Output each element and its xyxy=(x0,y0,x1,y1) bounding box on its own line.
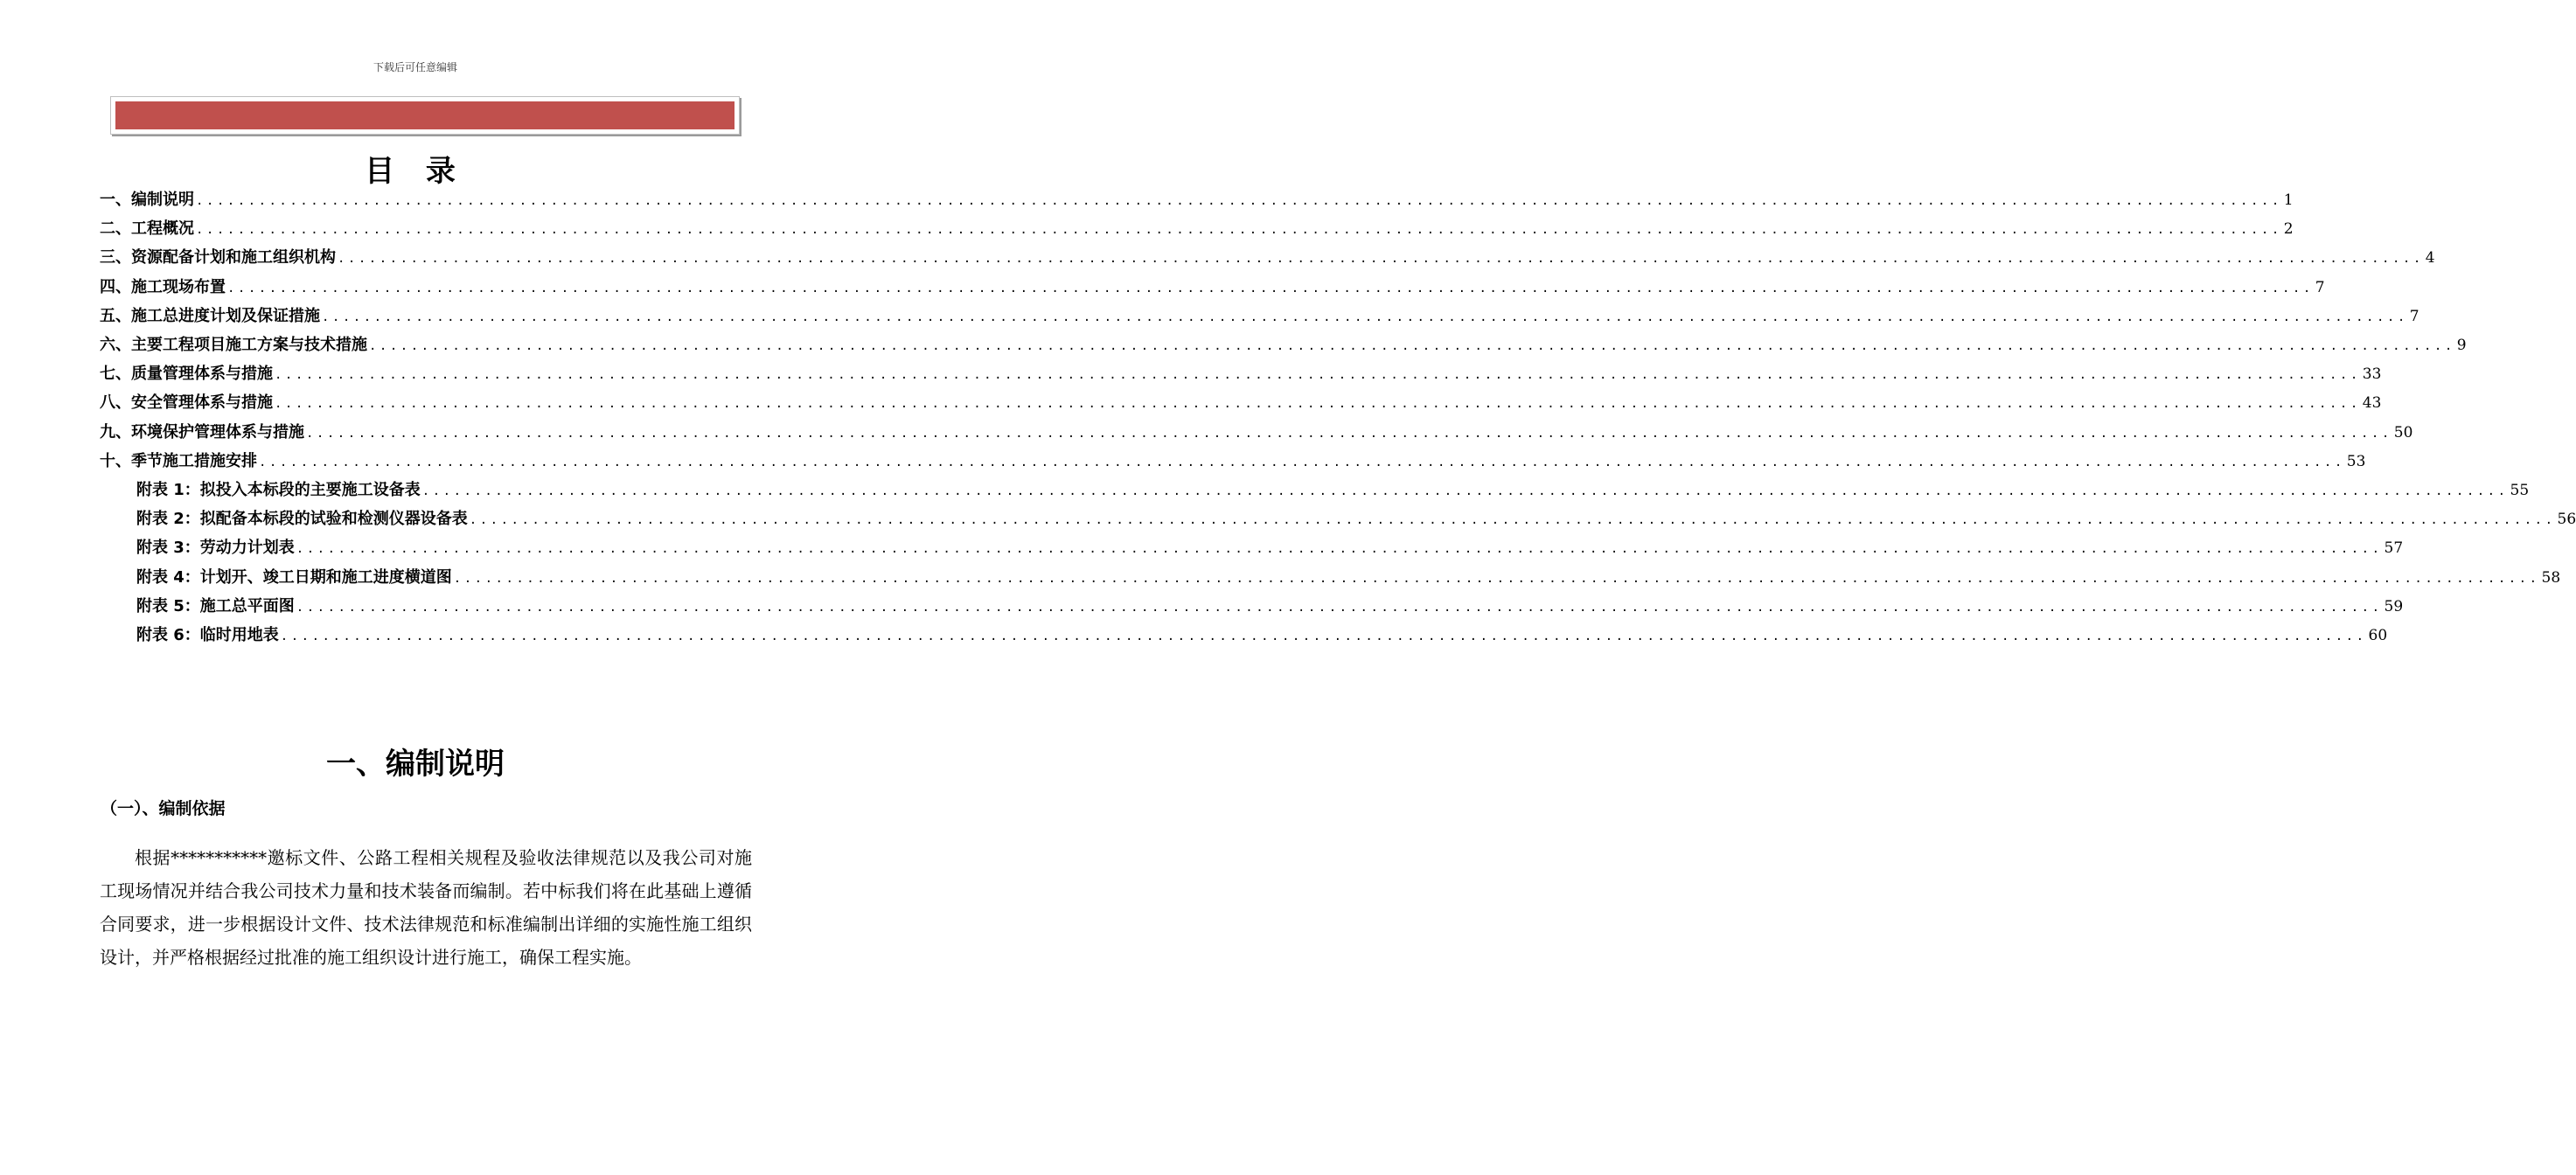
toc-entry-page: 2 xyxy=(2283,220,2294,239)
toc-entry[interactable] xyxy=(136,595,2404,618)
toc-entry-label: 五、施工总进度计划及保证措施 xyxy=(100,306,320,325)
toc-entry-page: 43 xyxy=(2362,394,2382,413)
toc-entry-label: 附表 6：临时用地表 xyxy=(136,626,279,644)
toc-entry[interactable] xyxy=(136,479,2530,502)
toc-entry-page: 1 xyxy=(2283,191,2294,209)
toc-entry-page: 55 xyxy=(2510,482,2530,499)
toc-entry-label: 二、工程概况 xyxy=(100,219,194,239)
toc-entry[interactable] xyxy=(100,247,2435,269)
toc-entry[interactable] xyxy=(136,537,2404,560)
toc-leader-dots: ........................................................................................................................................................................................................ xyxy=(275,368,2361,383)
toc-entry-page: 4 xyxy=(2425,249,2435,268)
toc-entry[interactable] xyxy=(100,218,2294,240)
toc-entry[interactable] xyxy=(100,334,2467,357)
toc-entry-page: 33 xyxy=(2362,365,2382,384)
toc-entry[interactable] xyxy=(136,567,2561,589)
toc-entry-page: 58 xyxy=(2541,568,2561,587)
subsection-title: （一）、编制依据 xyxy=(101,799,226,818)
toc-title: 目 录 xyxy=(365,154,466,189)
toc-leader-dots: ........................................................................................................................................................................................................ xyxy=(259,455,2345,469)
toc-entry-page: 7 xyxy=(2315,278,2325,296)
toc-entry[interactable] xyxy=(100,189,2294,212)
toc-leader-dots: ........................................................................................................................................................................................................ xyxy=(338,252,2424,267)
toc-entry[interactable] xyxy=(136,624,2388,647)
toc-entry[interactable] xyxy=(100,392,2382,414)
toc-leader-dots: ........................................................................................................................................................................................................ xyxy=(196,223,2282,238)
toc-leader-dots: ........................................................................................................................................................................................................ xyxy=(296,542,2383,557)
header-note: 下载后可任意编辑 xyxy=(372,61,457,73)
toc-entry-label: 七、质量管理体系与措施 xyxy=(100,365,273,384)
body-paragraph: 根据***********邀标文件、公路工程相关规程及验收法律规范以及我公司对施工现场情况并结合我公司技术力量和技术装备而编制。若中标我们将在此基础上遵循合同要求，进一步根据设计文件、技术法律规范和标准编制出详细的实施性施工组织设计，并严格根据经过批准的施工组织设计进行施工，确保工程实施。 xyxy=(100,847,752,968)
toc-entry[interactable] xyxy=(100,450,2366,473)
banner-bar xyxy=(115,101,735,129)
toc-entry-page: 7 xyxy=(2409,307,2419,325)
section-title: 一、编制说明 xyxy=(326,747,505,782)
toc-leader-dots: ........................................................................................................................................................................................................ xyxy=(369,339,2455,353)
toc-leader-dots: ........................................................................................................................................................................................................ xyxy=(306,426,2392,441)
toc-entry-label: 九、环境保护管理体系与措施 xyxy=(100,422,304,441)
toc-entry-page: 59 xyxy=(2384,597,2404,615)
toc-entry-page: 56 xyxy=(2557,511,2576,529)
toc-leader-dots: ........................................................................................................................................................................................................ xyxy=(227,281,2314,295)
toc-leader-dots: ........................................................................................................................................................................................................ xyxy=(322,309,2408,324)
toc-entry[interactable] xyxy=(100,363,2382,386)
toc-entry-label: 附表 3：劳动力计划表 xyxy=(136,539,295,558)
toc-leader-dots: ........................................................................................................................................................................................................ xyxy=(196,194,2282,208)
toc-entry[interactable] xyxy=(136,508,2576,531)
toc-entry-label: 附表 2：拟配备本标段的试验和检测仪器设备表 xyxy=(136,510,468,529)
toc-entry-page: 57 xyxy=(2384,539,2404,558)
toc-entry-page: 53 xyxy=(2346,452,2366,470)
decorative-banner xyxy=(110,96,740,135)
toc-entry-label: 八、安全管理体系与措施 xyxy=(100,393,273,413)
toc-entry-label: 六、主要工程项目施工方案与技术措施 xyxy=(100,336,367,354)
toc-entry[interactable] xyxy=(100,305,2419,328)
toc-entry-page: 60 xyxy=(2368,627,2388,644)
toc-entry-label: 三、资源配备计划和施工组织机构 xyxy=(100,248,336,268)
toc-entry-label: 附表 1：拟投入本标段的主要施工设备表 xyxy=(136,481,421,499)
toc-leader-dots: ........................................................................................................................................................................................................ xyxy=(469,513,2556,528)
toc-entry-label: 一、编制说明 xyxy=(100,191,194,209)
toc-entry-label: 四、施工现场布置 xyxy=(100,277,226,296)
toc-entry-page: 9 xyxy=(2456,337,2467,354)
toc-leader-dots: ........................................................................................................................................................................................................ xyxy=(275,397,2361,412)
toc-leader-dots: ........................................................................................................................................................................................................ xyxy=(296,600,2383,615)
toc-entry[interactable] xyxy=(100,276,2325,299)
toc-leader-dots: ........................................................................................................................................................................................................ xyxy=(421,484,2509,498)
toc-entry-page: 50 xyxy=(2393,423,2413,441)
toc-entry-label: 十、季节施工措施安排 xyxy=(100,451,257,470)
toc-entry-label: 附表 5：施工总平面图 xyxy=(136,596,295,615)
toc-entry-label: 附表 4：计划开、竣工日期和施工进度横道图 xyxy=(136,567,452,587)
toc-leader-dots: ........................................................................................................................................................................................................ xyxy=(280,629,2367,643)
toc-entry[interactable] xyxy=(100,421,2413,444)
toc-leader-dots: ........................................................................................................................................................................................................ xyxy=(453,571,2540,586)
